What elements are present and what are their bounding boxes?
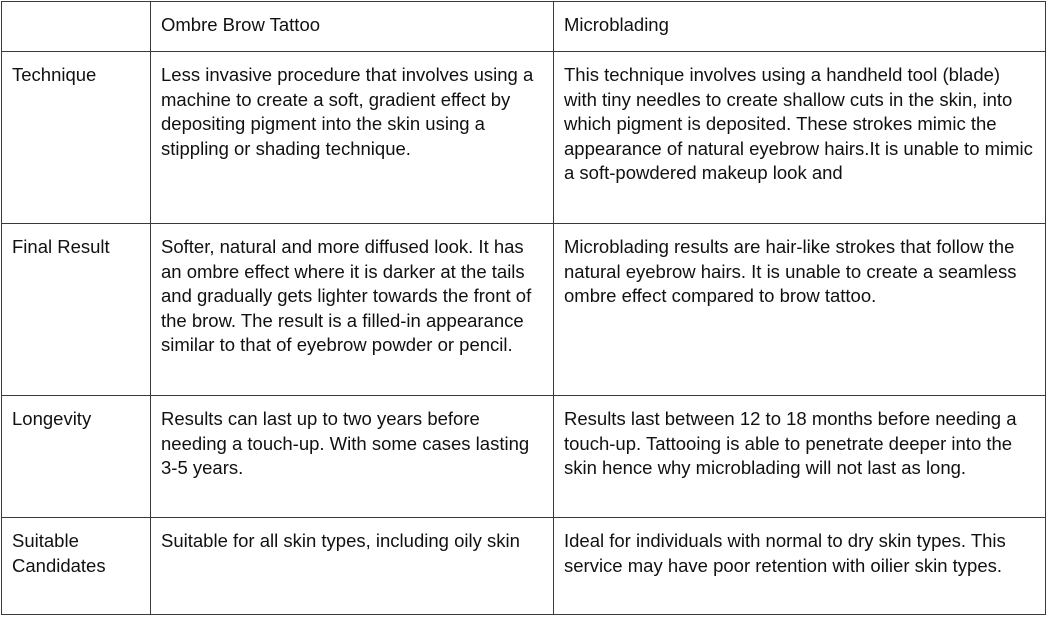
row-label-technique: Technique bbox=[2, 52, 151, 224]
header-microblading: Microblading bbox=[554, 2, 1046, 52]
table-row bbox=[2, 224, 1046, 396]
longevity-microblading-cell: Results last between 12 to 18 months before needing a touch-up. Tattooing is able to penetrate deeper into the skin hence why microblading will not last as long. bbox=[554, 396, 1046, 518]
row-label-final-result: Final Result bbox=[2, 224, 151, 396]
technique-microblading-cell: This technique involves using a handheld tool (blade) with tiny needles to create shallow cuts in the skin, into which pigment is deposited. These strokes mimic the appearance of natural eyebrow hairs.It is unable to mimic a soft-powdered makeup look and bbox=[554, 52, 1046, 224]
header-corner-cell bbox=[2, 2, 151, 52]
header-ombre-brow-tattoo: Ombre Brow Tattoo bbox=[151, 2, 554, 52]
final-result-microblading-cell: Microblading results are hair-like strokes that follow the natural eyebrow hairs. It is unable to create a seamless ombre effect compared to brow tattoo. bbox=[554, 224, 1046, 396]
suitable-ombre-cell: Suitable for all skin types, including oily skin bbox=[151, 518, 554, 615]
final-result-ombre-cell: Softer, natural and more diffused look. It has an ombre effect where it is darker at the tails and gradually gets lighter towards the front of the brow. The result is a filled-in appearance similar to that of eyebrow powder or pencil. bbox=[151, 224, 554, 396]
technique-ombre-cell: Less invasive procedure that involves using a machine to create a soft, gradient effect by depositing pigment into the skin using a stippling or shading technique. bbox=[151, 52, 554, 224]
row-label-longevity: Longevity bbox=[2, 396, 151, 518]
table-row bbox=[2, 52, 1046, 224]
table-row bbox=[2, 396, 1046, 518]
table-row bbox=[2, 518, 1046, 615]
table-header-row bbox=[2, 2, 1046, 52]
comparison-table bbox=[1, 1, 1046, 615]
row-label-suitable-candidates: Suitable Candidates bbox=[2, 518, 151, 615]
longevity-ombre-cell: Results can last up to two years before needing a touch-up. With some cases lasting 3-5 years. bbox=[151, 396, 554, 518]
suitable-microblading-cell: Ideal for individuals with normal to dry skin types. This service may have poor retention with oilier skin types. bbox=[554, 518, 1046, 615]
